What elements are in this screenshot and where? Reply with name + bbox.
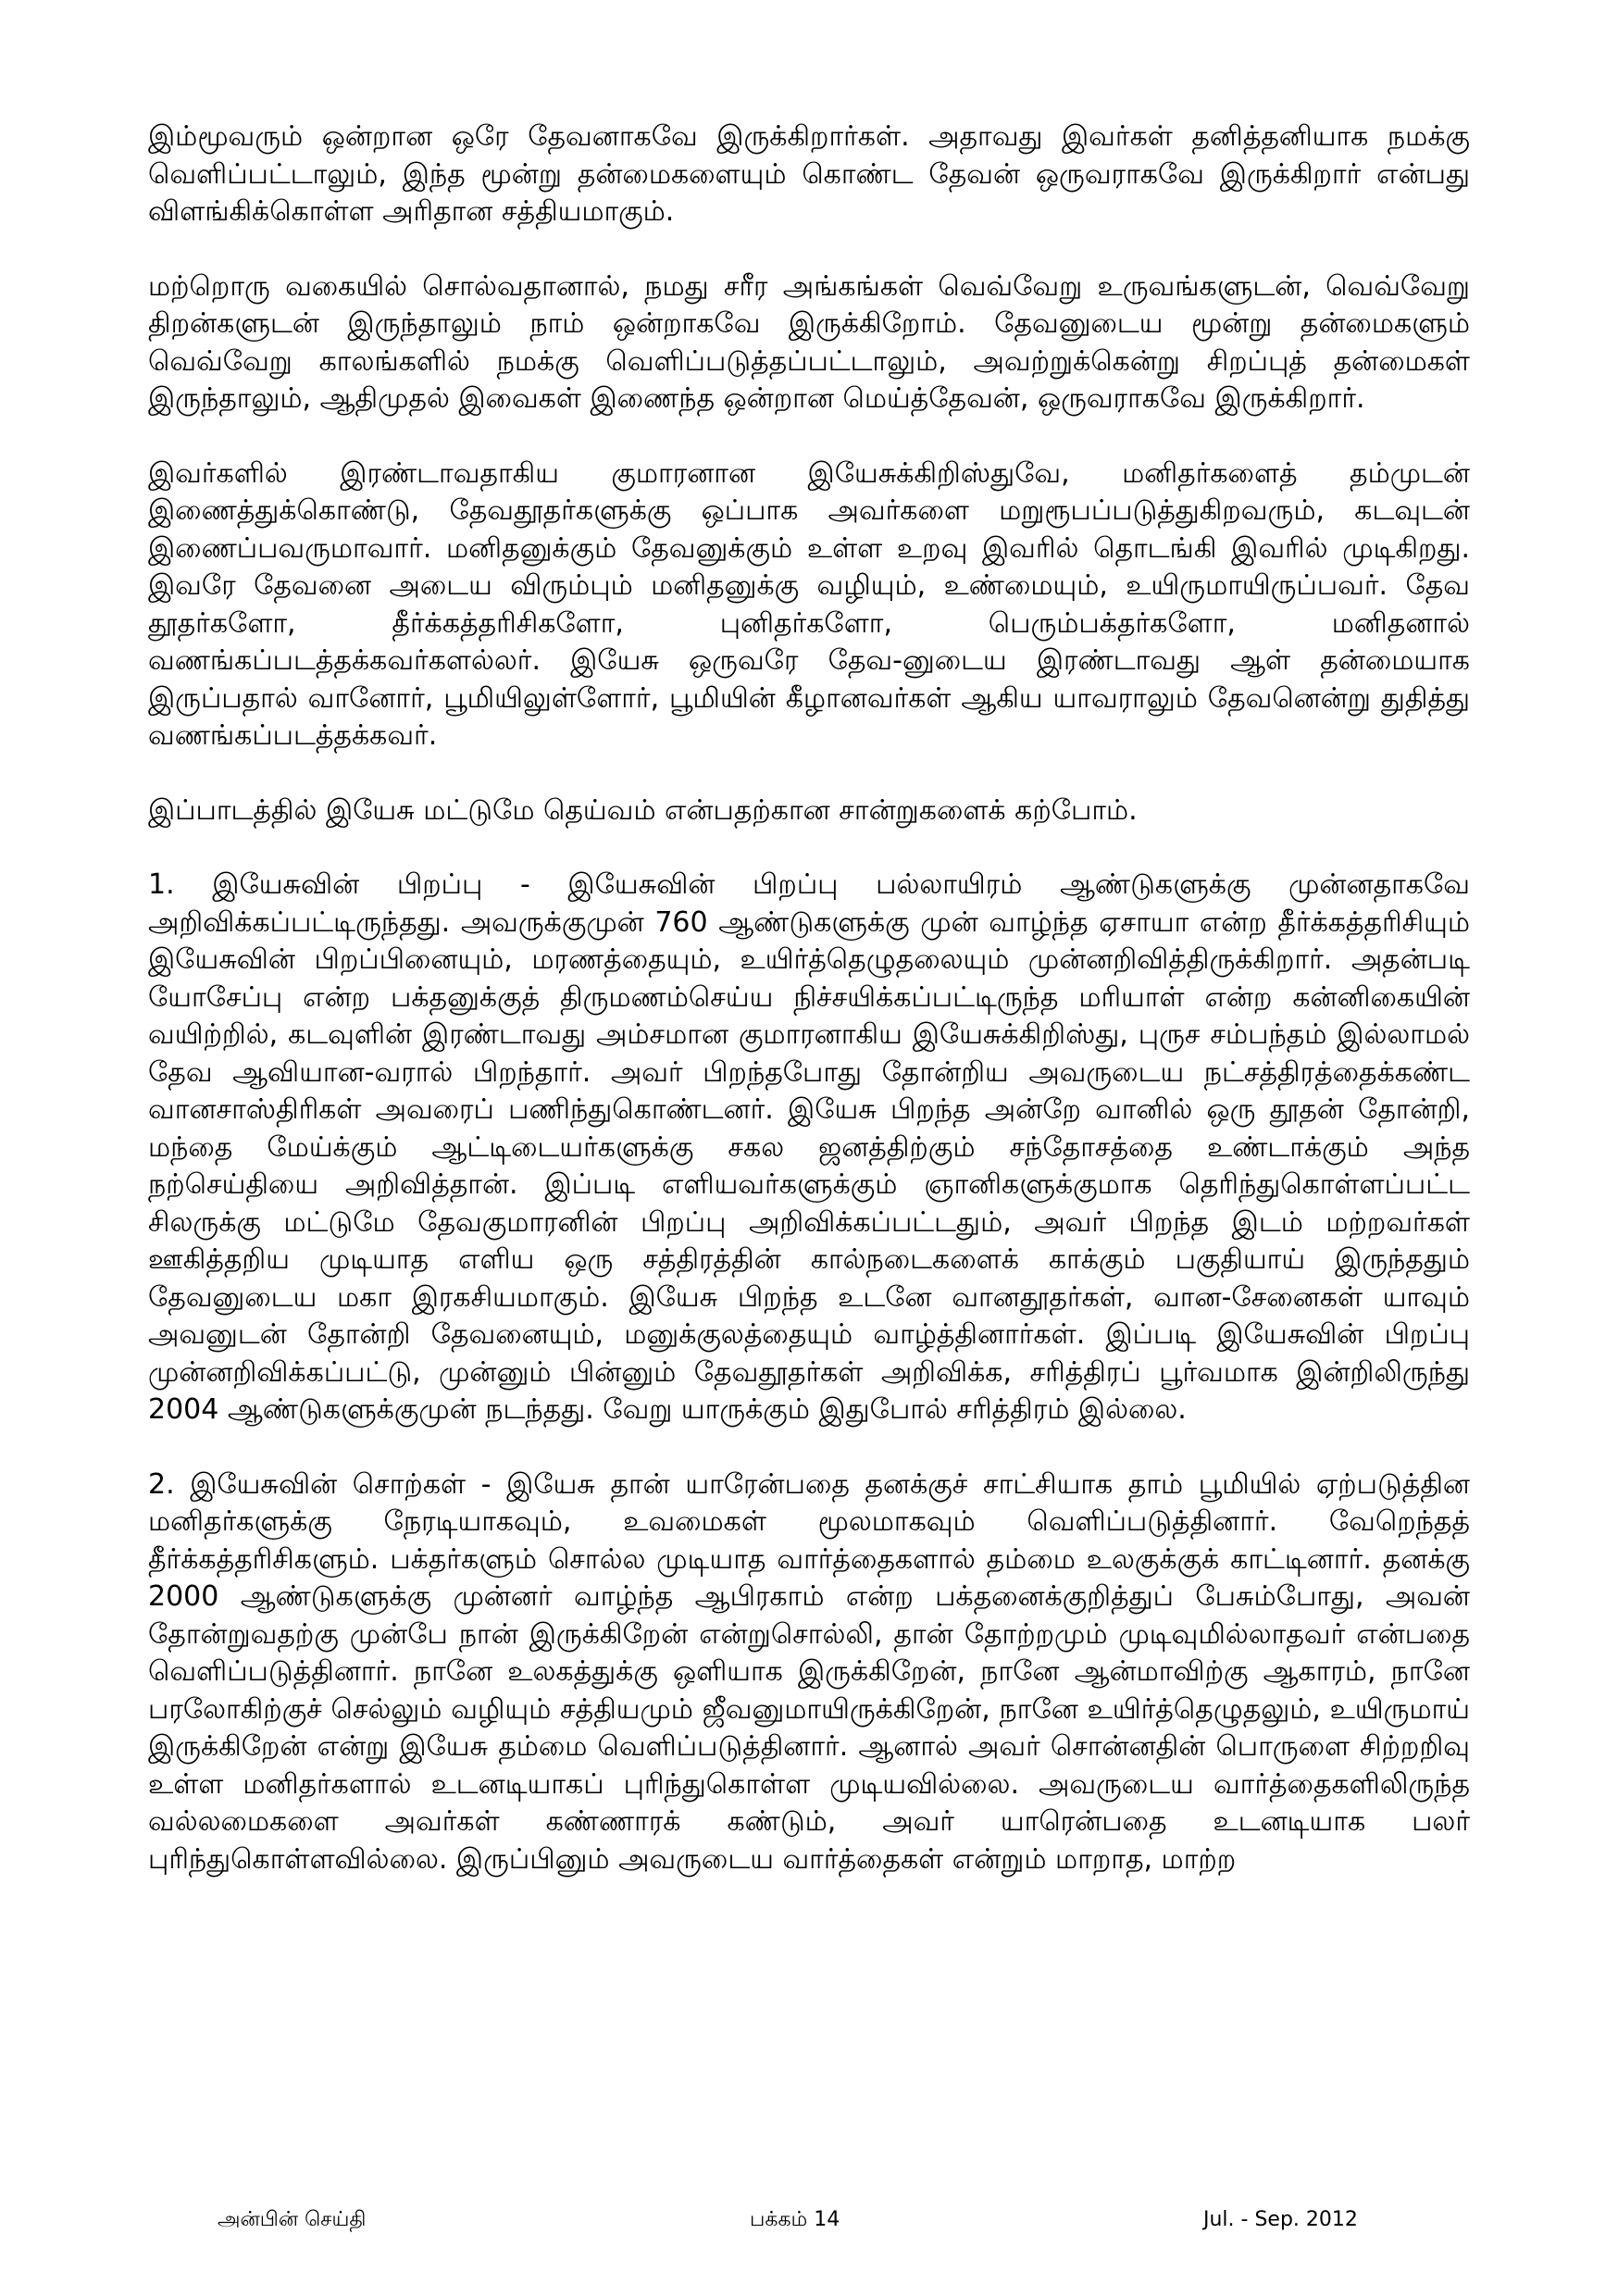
paragraph-lesson-intro: இப்பாடத்தில் இயேசு மட்டுமே தெய்வம் என்பதற்கான சான்றுகளைக் கற்போம்.	[148, 793, 1138, 827]
page-body	[148, 119, 1470, 1915]
footer-issue-date: Jul. - Sep. 2012	[1203, 2208, 1358, 2231]
paragraph-section-1-birth: 1. இயேசுவின் பிறப்பு - இயேசுவின் பிறப்பு பல்லாயிரம் ஆண்டுகளுக்கு முன்னதாகவே அறிவிக்கப்பட்டிருந்தது. அவருக்குமுன் 760 ஆண்டுகளுக்கு முன் வாழ்ந்த ஏசாயா என்ற தீர்க்கத்தரிசியும் இயேசுவின் பிறப்பினையும், மரணத்தையும், உயிர்த்தெழுதலையும் முன்னறிவித்திருக்கிறார். அதன்படி யோசேப்பு என்ற பக்தனுக்குத் திருமணம்செய்ய நிச்சயிக்கப்பட்டிருந்த மரியாள் என்ற கன்னிகையின் வயிற்றில், கடவுளின் இரண்டாவது அம்சமான குமாரனாகிய இயேசுக்கிறிஸ்து, புருச சம்பந்தம் இல்லாமல் தேவ ஆவியான-வரால் பிறந்தார். அவர் பிறந்தபோது தோன்றிய அவருடைய நட்சத்திரத்தைக்கண்ட வானசாஸ்திரிகள் அவரைப் பணிந்துகொண்டனர். இயேசு பிறந்த அன்றே வானில் ஒரு தூதன் தோன்றி, மந்தை மேய்க்கும் ஆட்டிடையர்களுக்கு சகல ஜனத்திற்கும் சந்தோசத்தை உண்டாக்கும் அந்த நற்செய்தியை அறிவித்தான். இப்படி எளியவர்களுக்கும் ஞானிகளுக்குமாக தெரிந்துகொள்ளப்பட்ட சிலருக்கு மட்டுமே தேவகுமாரனின் பிறப்பு அறிவிக்கப்பட்டதும், அவர் பிறந்த இடம் மற்றவர்கள் ஊகித்தறிய முடியாத எளிய ஒரு சத்திரத்தின் கால்நடைகளைக் காக்கும் பகுதியாய் இருந்ததும் தேவனுடைய மகா இரகசியமாகும். இயேசு பிறந்த உடனே வானதூதர்கள், வான-சேனைகள் யாவும் அவனுடன் தோன்றி தேவனையும், மனுக்குலத்தையும் வாழ்த்தினார்கள். இப்படி இயேசுவின் பிறப்பு முன்னறிவிக்கப்பட்டு, முன்னும் பின்னும் தேவதூதர்கள் அறிவிக்க, சரித்திரப் பூர்வமாக இன்றிலிருந்து 2004 ஆண்டுகளுக்குமுன் நடந்தது. வேறு யாருக்கும் இதுபோல் சரித்திரம் இல்லை.	[148, 868, 1470, 1426]
footer-publication: அன்பின் செய்தி	[218, 2208, 367, 2231]
footer-page-number: பக்கம் 14	[750, 2208, 840, 2231]
paragraph-trinity-unity: இம்மூவரும் ஒன்றான ஒரே தேவனாகவே இருக்கிறார்கள். அதாவது இவர்கள் தனித்தனியாக நமக்கு வெளிப்பட்டாலும், இந்த மூன்று தன்மைகளையும் கொண்ட தேவன் ஒருவராகவே இருக்கிறார் என்பது விளங்கிக்கொள்ள அரிதான சத்தியமாகும்.	[148, 120, 1470, 228]
paragraph-section-2-words: 2. இயேசுவின் சொற்கள் - இயேசு தான் யாரேன்பதை தனக்குச் சாட்சியாக தாம் பூமியில் ஏற்படுத்தின மனிதர்களுக்கு நேரடியாகவும், உவமைகள் மூலமாகவும் வெளிப்படுத்தினார். வேறெந்தத் தீர்க்கத்தரிசிகளும். பக்தர்களும் சொல்ல முடியாத வார்த்தைகளால் தம்மை உலகுக்குக் காட்டினார். தனக்கு 2000 ஆண்டுகளுக்கு முன்னர் வாழ்ந்த ஆபிரகாம் என்ற பக்தனைக்குறித்துப் பேசும்போது, அவன் தோன்றுவதற்கு முன்பே நான் இருக்கிறேன் என்றுசொல்லி, தான் தோற்றமும் முடிவுமில்லாதவர் என்பதை வெளிப்படுத்தினார். நானே உலகத்துக்கு ஒளியாக இருக்கிறேன், நானே ஆன்மாவிற்கு ஆகாரம், நானே பரலோகிற்குச் செல்லும் வழியும் சத்தியமும் ஜீவனுமாயிருக்கிறேன், நானே உயிர்த்தெழுதலும், உயிருமாய் இருக்கிறேன் என்று இயேசு தம்மை வெளிப்படுத்தினார். ஆனால் அவர் சொன்னதின் பொருளை சிற்றறிவு உள்ள மனிதர்களால் உடனடியாகப் புரிந்துகொள்ள முடியவில்லை. அவருடைய வார்த்தைகளிலிருந்த வல்லமைகளை அவர்கள் கண்ணாரக் கண்டும், அவர் யாரென்பதை உடனடியாக பலர் புரிந்துகொள்ளவில்லை. இருப்பினும் அவருடைய வார்த்தைகள் என்றும் மாறாத, மாற்ற	[148, 1467, 1470, 1876]
paragraph-body-analogy: மற்றொரு வகையில் சொல்வதானால், நமது சரீர அங்கங்கள் வெவ்வேறு உருவங்களுடன், வெவ்வேறு திறன்களுடன் இருந்தாலும் நாம் ஒன்றாகவே இருக்கிறோம். தேவனுடைய மூன்று தன்மைகளும் வெவ்வேறு காலங்களில் நமக்கு வெளிப்படுத்தப்பட்டாலும், அவற்றுக்கென்று சிறப்புத் தன்மைகள் இருந்தாலும், ஆதிமுதல் இவைகள் இணைந்த ஒன்றான மெய்த்தேவன், ஒருவராகவே இருக்கிறார்.	[148, 269, 1470, 415]
paragraph-son-mediator: இவர்களில் இரண்டாவதாகிய குமாரனான இயேசுக்கிறிஸ்துவே, மனிதர்களைத் தம்முடன் இணைத்துக்கொண்டு, தேவதூதர்களுக்கு ஒப்பாக அவர்களை மறுரூபப்படுத்துகிறவரும், கடவுடன் இணைப்பவருமாவார். மனிதனுக்கும் தேவனுக்கும் உள்ள உறவு இவரில் தொடங்கி இவரில் முடிகிறது. இவரே தேவனை அடைய விரும்பும் மனிதனுக்கு வழியும், உண்மையும், உயிருமாயிருப்பவர். தேவ தூதர்களோ, தீர்க்கத்தரிசிகளோ, புனிதர்களோ, பெரும்பக்தர்களோ, மனிதனால் வணங்கப்படத்தக்கவர்களல்லர். இயேசு ஒருவரே தேவ-னுடைய இரண்டாவது ஆள் தன்மையாக இருப்பதால் வானோர், பூமியிலுள்ளோர், பூமியின் கீழானவர்கள் ஆகிய யாவராலும் தேவனென்று துதித்து வணங்கப்படத்தக்கவர்.	[148, 456, 1470, 752]
page-footer	[0, 2208, 1618, 2245]
